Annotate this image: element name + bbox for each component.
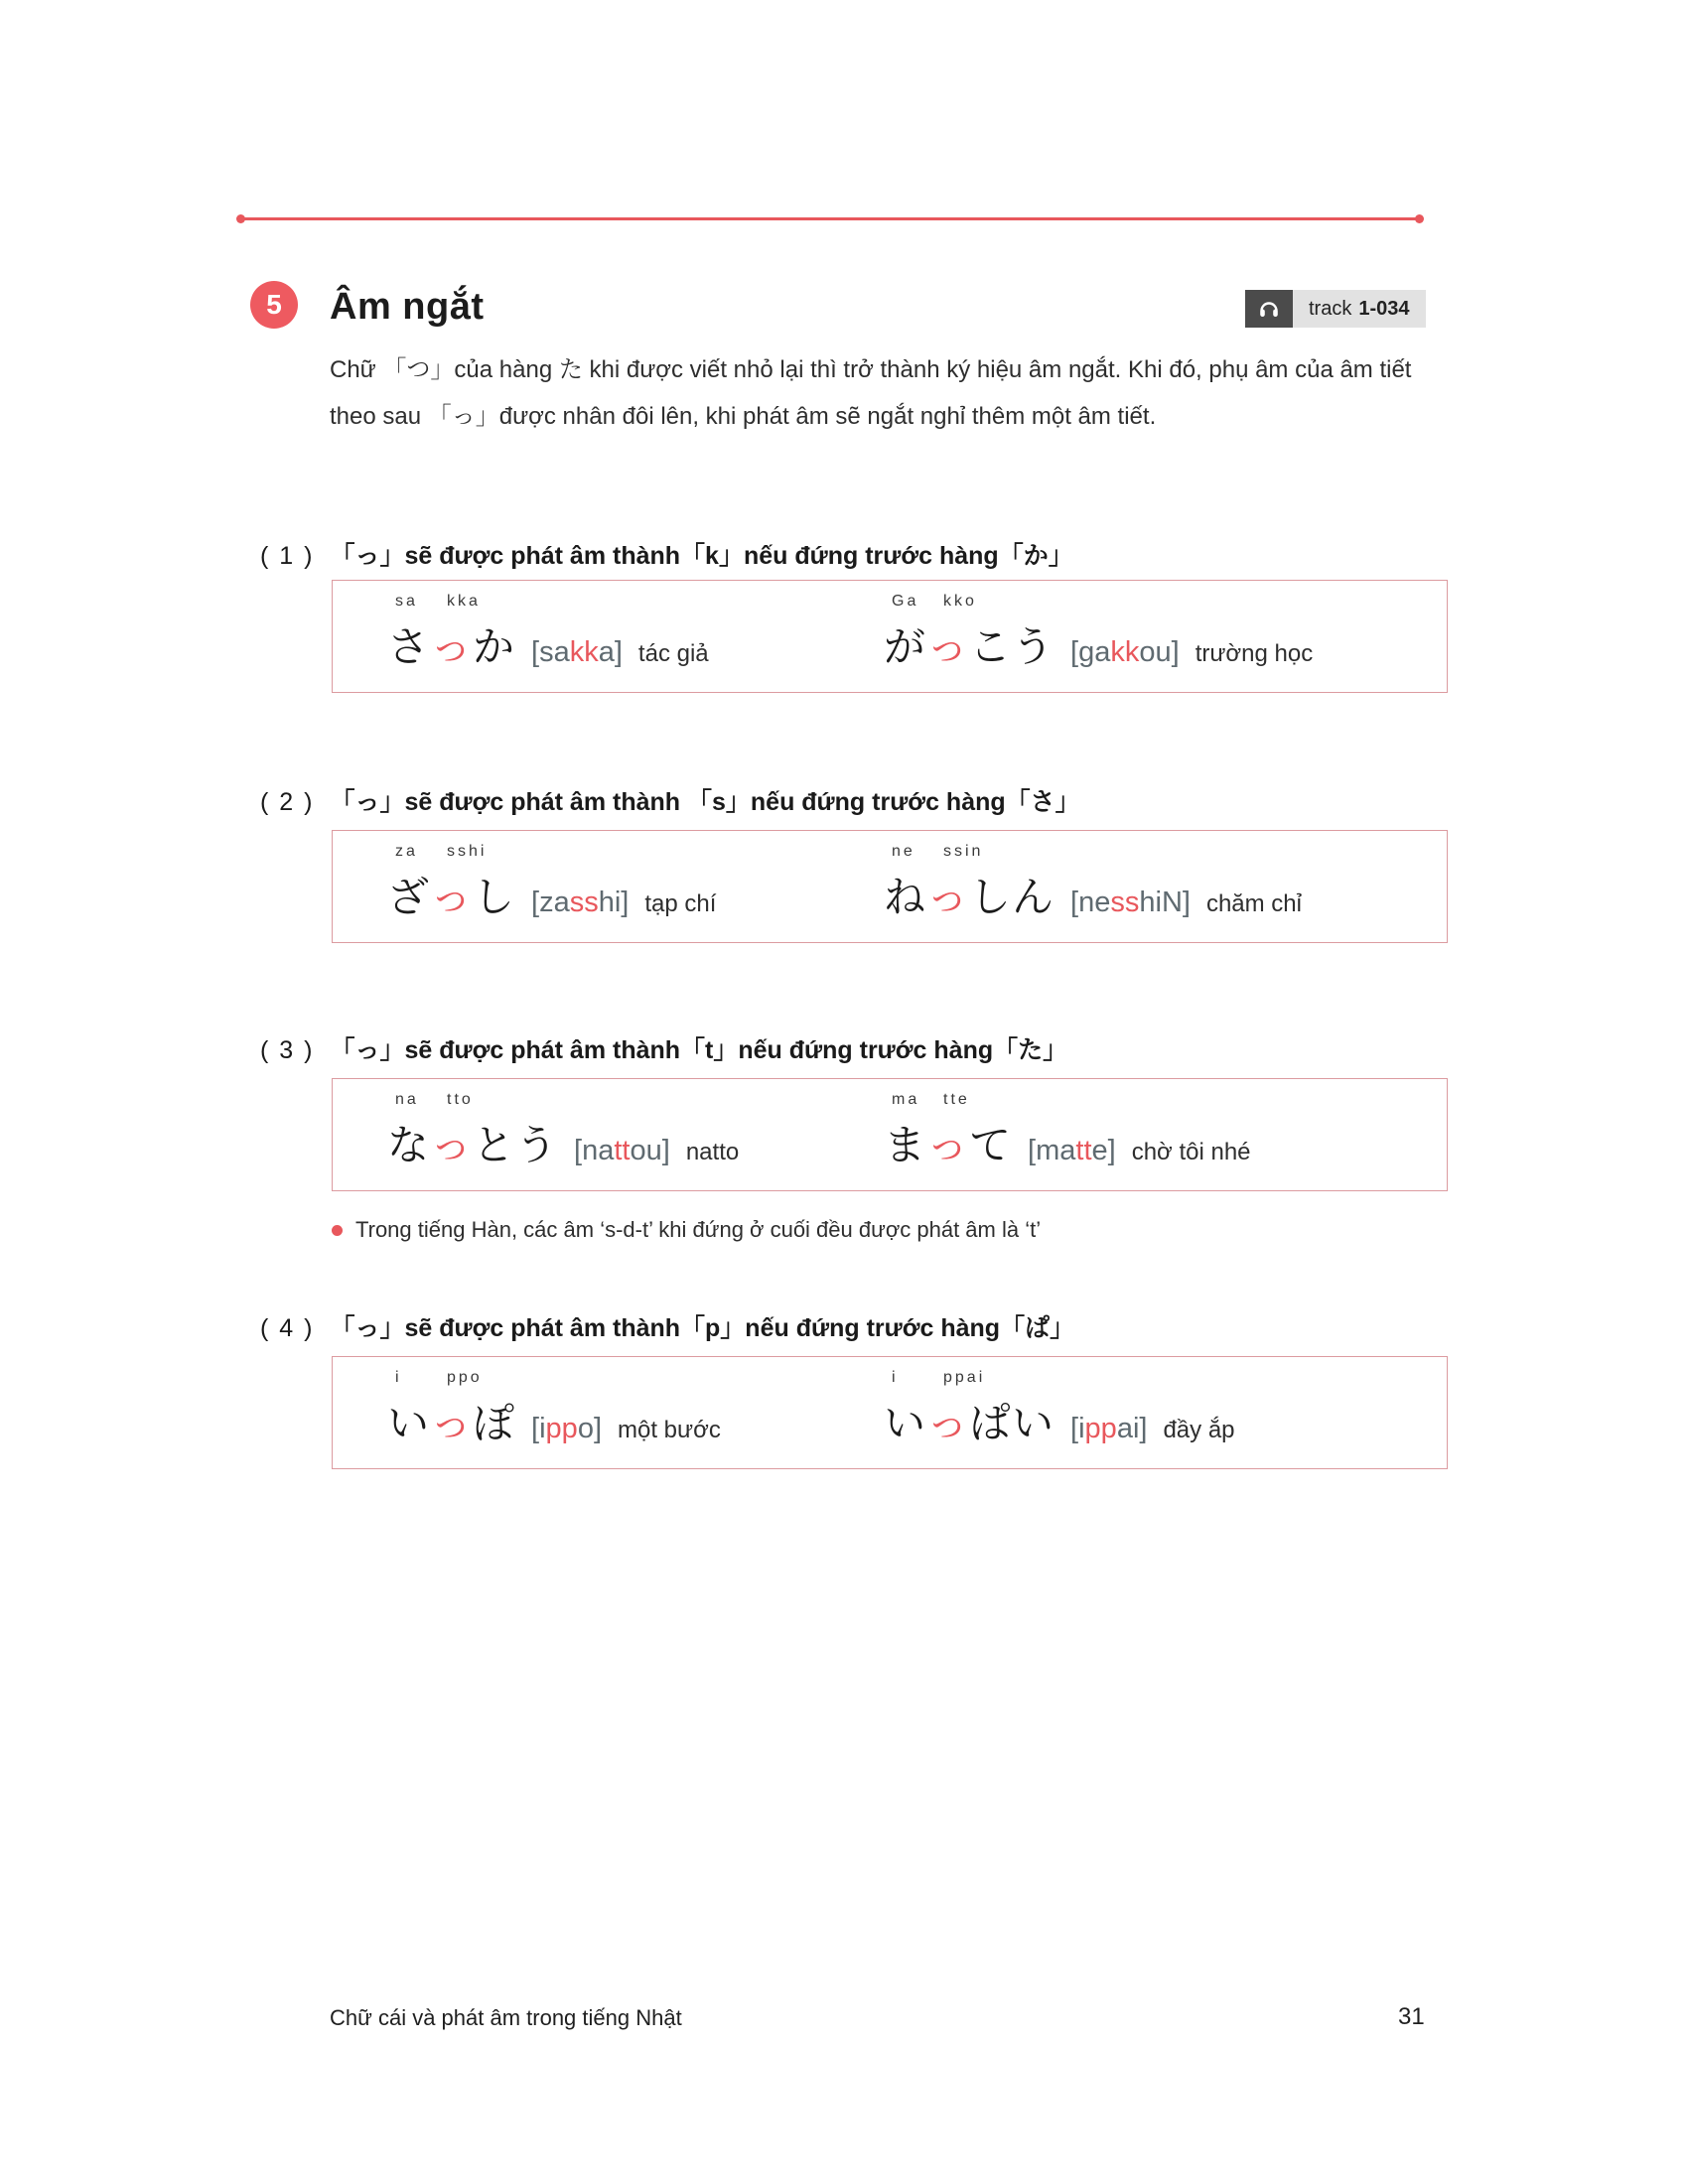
jp-suffix: ぽ	[473, 1400, 516, 1446]
meaning: một bước	[618, 1417, 721, 1443]
example-word	[387, 1091, 739, 1172]
example-word	[387, 1369, 721, 1450]
ruby-annotation: kka	[447, 593, 481, 610]
japanese-word	[387, 1391, 515, 1450]
rule-4-number: ( 4 )	[260, 1314, 315, 1342]
meaning: chăm chỉ	[1205, 890, 1302, 917]
jp-suffix: か	[473, 623, 516, 670]
romaji	[1028, 1135, 1116, 1167]
rule-1-example-box	[332, 580, 1448, 693]
romaji-suffix: ai]	[1116, 1413, 1148, 1444]
jp-prefix: ね	[884, 874, 927, 920]
japanese-word	[387, 614, 515, 674]
ruby-annotation: ssin	[943, 843, 984, 860]
ruby-annotation: tto	[447, 1091, 474, 1108]
romaji	[531, 1413, 602, 1445]
sokuon-char: っ	[430, 623, 474, 670]
korean-pronunciation-note	[332, 1217, 1041, 1243]
ruby-annotation: ppai	[943, 1369, 986, 1386]
sokuon-char: っ	[430, 1122, 474, 1168]
rule-1-title: 「っ」sẽ được phát âm thành「k」nếu đứng trước hàng「か」	[330, 542, 1073, 570]
page-title: Âm ngắt	[330, 286, 485, 328]
footer-chapter-title: Chữ cái và phát âm trong tiếng Nhật	[330, 2005, 682, 2030]
meaning: natto	[685, 1139, 740, 1165]
jp-prefix: い	[884, 1400, 927, 1446]
sokuon-char: っ	[926, 623, 970, 670]
japanese-word	[884, 614, 1055, 674]
romaji-suffix: a]	[598, 636, 623, 668]
jp-suffix: ぱい	[969, 1400, 1055, 1446]
meaning: đầy ắp	[1163, 1417, 1235, 1443]
romaji-geminate: pp	[545, 1413, 578, 1444]
rule-3-example-box	[332, 1078, 1448, 1191]
romaji-geminate: pp	[1084, 1413, 1117, 1444]
rule-1-heading	[260, 536, 1073, 572]
romaji-geminate: ss	[1110, 887, 1140, 918]
rule-3-title: 「っ」sẽ được phát âm thành「t」nếu đứng trước hàng「た」	[330, 1036, 1068, 1064]
note-text: Trong tiếng Hàn, các âm ‘s-d-t’ khi đứng ở cuối đều được phát âm là ‘t’	[355, 1217, 1042, 1242]
romaji	[1070, 636, 1180, 669]
japanese-word	[884, 865, 1055, 924]
romaji-geminate: kk	[569, 636, 599, 668]
ruby-annotation: i	[395, 1369, 402, 1386]
romaji-suffix: hiN]	[1139, 887, 1191, 918]
jp-prefix: な	[387, 1122, 431, 1168]
rule-3-heading	[260, 1030, 1067, 1066]
japanese-word	[387, 1113, 558, 1172]
romaji-prefix: [ga	[1070, 636, 1111, 668]
example-word	[884, 593, 1313, 674]
ruby-annotation: Ga	[892, 593, 919, 610]
ruby-annotation: na	[395, 1091, 419, 1108]
ruby-annotation: i	[892, 1369, 899, 1386]
romaji-prefix: [i	[1070, 1413, 1085, 1444]
jp-suffix: とう	[473, 1122, 559, 1168]
example-word	[884, 1091, 1251, 1172]
romaji-prefix: [sa	[531, 636, 570, 668]
sokuon-char: っ	[430, 1400, 474, 1446]
ruby-annotation: sa	[395, 593, 418, 610]
jp-suffix: しん	[969, 874, 1055, 920]
romaji-suffix: ou]	[630, 1135, 670, 1166]
sokuon-char: っ	[926, 1400, 970, 1446]
rule-2-number: ( 2 )	[260, 788, 315, 816]
romaji-geminate: tt	[1075, 1135, 1092, 1166]
romaji-geminate: tt	[614, 1135, 631, 1166]
romaji-suffix: o]	[577, 1413, 602, 1444]
page-number: 31	[1398, 2003, 1425, 2030]
romaji-prefix: [ne	[1070, 887, 1111, 918]
sokuon-char: っ	[430, 874, 474, 920]
romaji	[574, 1135, 670, 1167]
jp-prefix: ざ	[387, 874, 431, 920]
jp-prefix: さ	[387, 623, 431, 670]
romaji-prefix: [i	[531, 1413, 546, 1444]
section-divider-line	[238, 217, 1422, 220]
track-word: track	[1309, 297, 1352, 320]
audio-track-badge	[1245, 290, 1426, 328]
jp-suffix: こう	[969, 623, 1055, 670]
romaji-suffix: e]	[1091, 1135, 1116, 1166]
meaning: tạp chí	[644, 890, 717, 917]
jp-prefix: ま	[884, 1122, 927, 1168]
rule-3-number: ( 3 )	[260, 1036, 315, 1064]
ruby-annotation: kko	[943, 593, 977, 610]
rule-4-title: 「っ」sẽ được phát âm thành「p」nếu đứng trước hàng「ぱ」	[330, 1314, 1075, 1342]
meaning: chờ tôi nhé	[1131, 1139, 1251, 1165]
rule-4-example-box	[332, 1356, 1448, 1469]
romaji-prefix: [ma	[1028, 1135, 1076, 1166]
example-word	[387, 593, 709, 674]
meaning: trường học	[1195, 640, 1314, 667]
rule-2-heading	[260, 782, 1080, 818]
ruby-annotation: sshi	[447, 843, 488, 860]
romaji	[531, 636, 623, 669]
romaji	[1070, 1413, 1147, 1445]
section-number-badge: 5	[250, 281, 298, 329]
intro-paragraph: Chữ 「つ」của hàng た khi được viết nhỏ lại thì trở thành ký hiệu âm ngắt. Khi đó, phụ âm của âm tiết theo sau 「っ」được nhân đôi lên, khi phát âm sẽ ngắt nghỉ thêm một âm tiết.	[330, 356, 1412, 430]
jp-suffix: し	[473, 874, 516, 920]
ruby-annotation: ma	[892, 1091, 920, 1108]
sokuon-char: っ	[926, 874, 970, 920]
jp-suffix: て	[969, 1122, 1013, 1168]
romaji	[531, 887, 629, 919]
ruby-annotation: ne	[892, 843, 915, 860]
headphones-icon	[1245, 290, 1293, 328]
meaning: tác giả	[637, 640, 709, 667]
rule-2-title: 「っ」sẽ được phát âm thành 「s」nếu đứng trước hàng「さ」	[330, 788, 1080, 816]
example-word	[884, 1369, 1235, 1450]
rule-2-example-box	[332, 830, 1448, 943]
example-word	[387, 843, 716, 924]
sokuon-char: っ	[926, 1122, 970, 1168]
ruby-annotation: ppo	[447, 1369, 483, 1386]
bullet-dot-icon	[332, 1225, 343, 1236]
track-number: 1-034	[1358, 297, 1410, 320]
romaji-prefix: [za	[531, 887, 570, 918]
ruby-annotation: tte	[943, 1091, 970, 1108]
rule-1-number: ( 1 )	[260, 542, 315, 570]
romaji-suffix: ou]	[1139, 636, 1180, 668]
romaji	[1070, 887, 1191, 919]
romaji-geminate: kk	[1110, 636, 1140, 668]
japanese-word	[884, 1113, 1012, 1172]
example-word	[884, 843, 1302, 924]
romaji-suffix: hi]	[598, 887, 630, 918]
rule-4-heading	[260, 1308, 1074, 1344]
jp-prefix: い	[387, 1400, 431, 1446]
romaji-prefix: [na	[574, 1135, 615, 1166]
track-label	[1293, 290, 1426, 328]
ruby-annotation: za	[395, 843, 418, 860]
jp-prefix: が	[884, 623, 927, 670]
romaji-geminate: ss	[569, 887, 599, 918]
japanese-word	[387, 865, 515, 924]
japanese-word	[884, 1391, 1055, 1450]
